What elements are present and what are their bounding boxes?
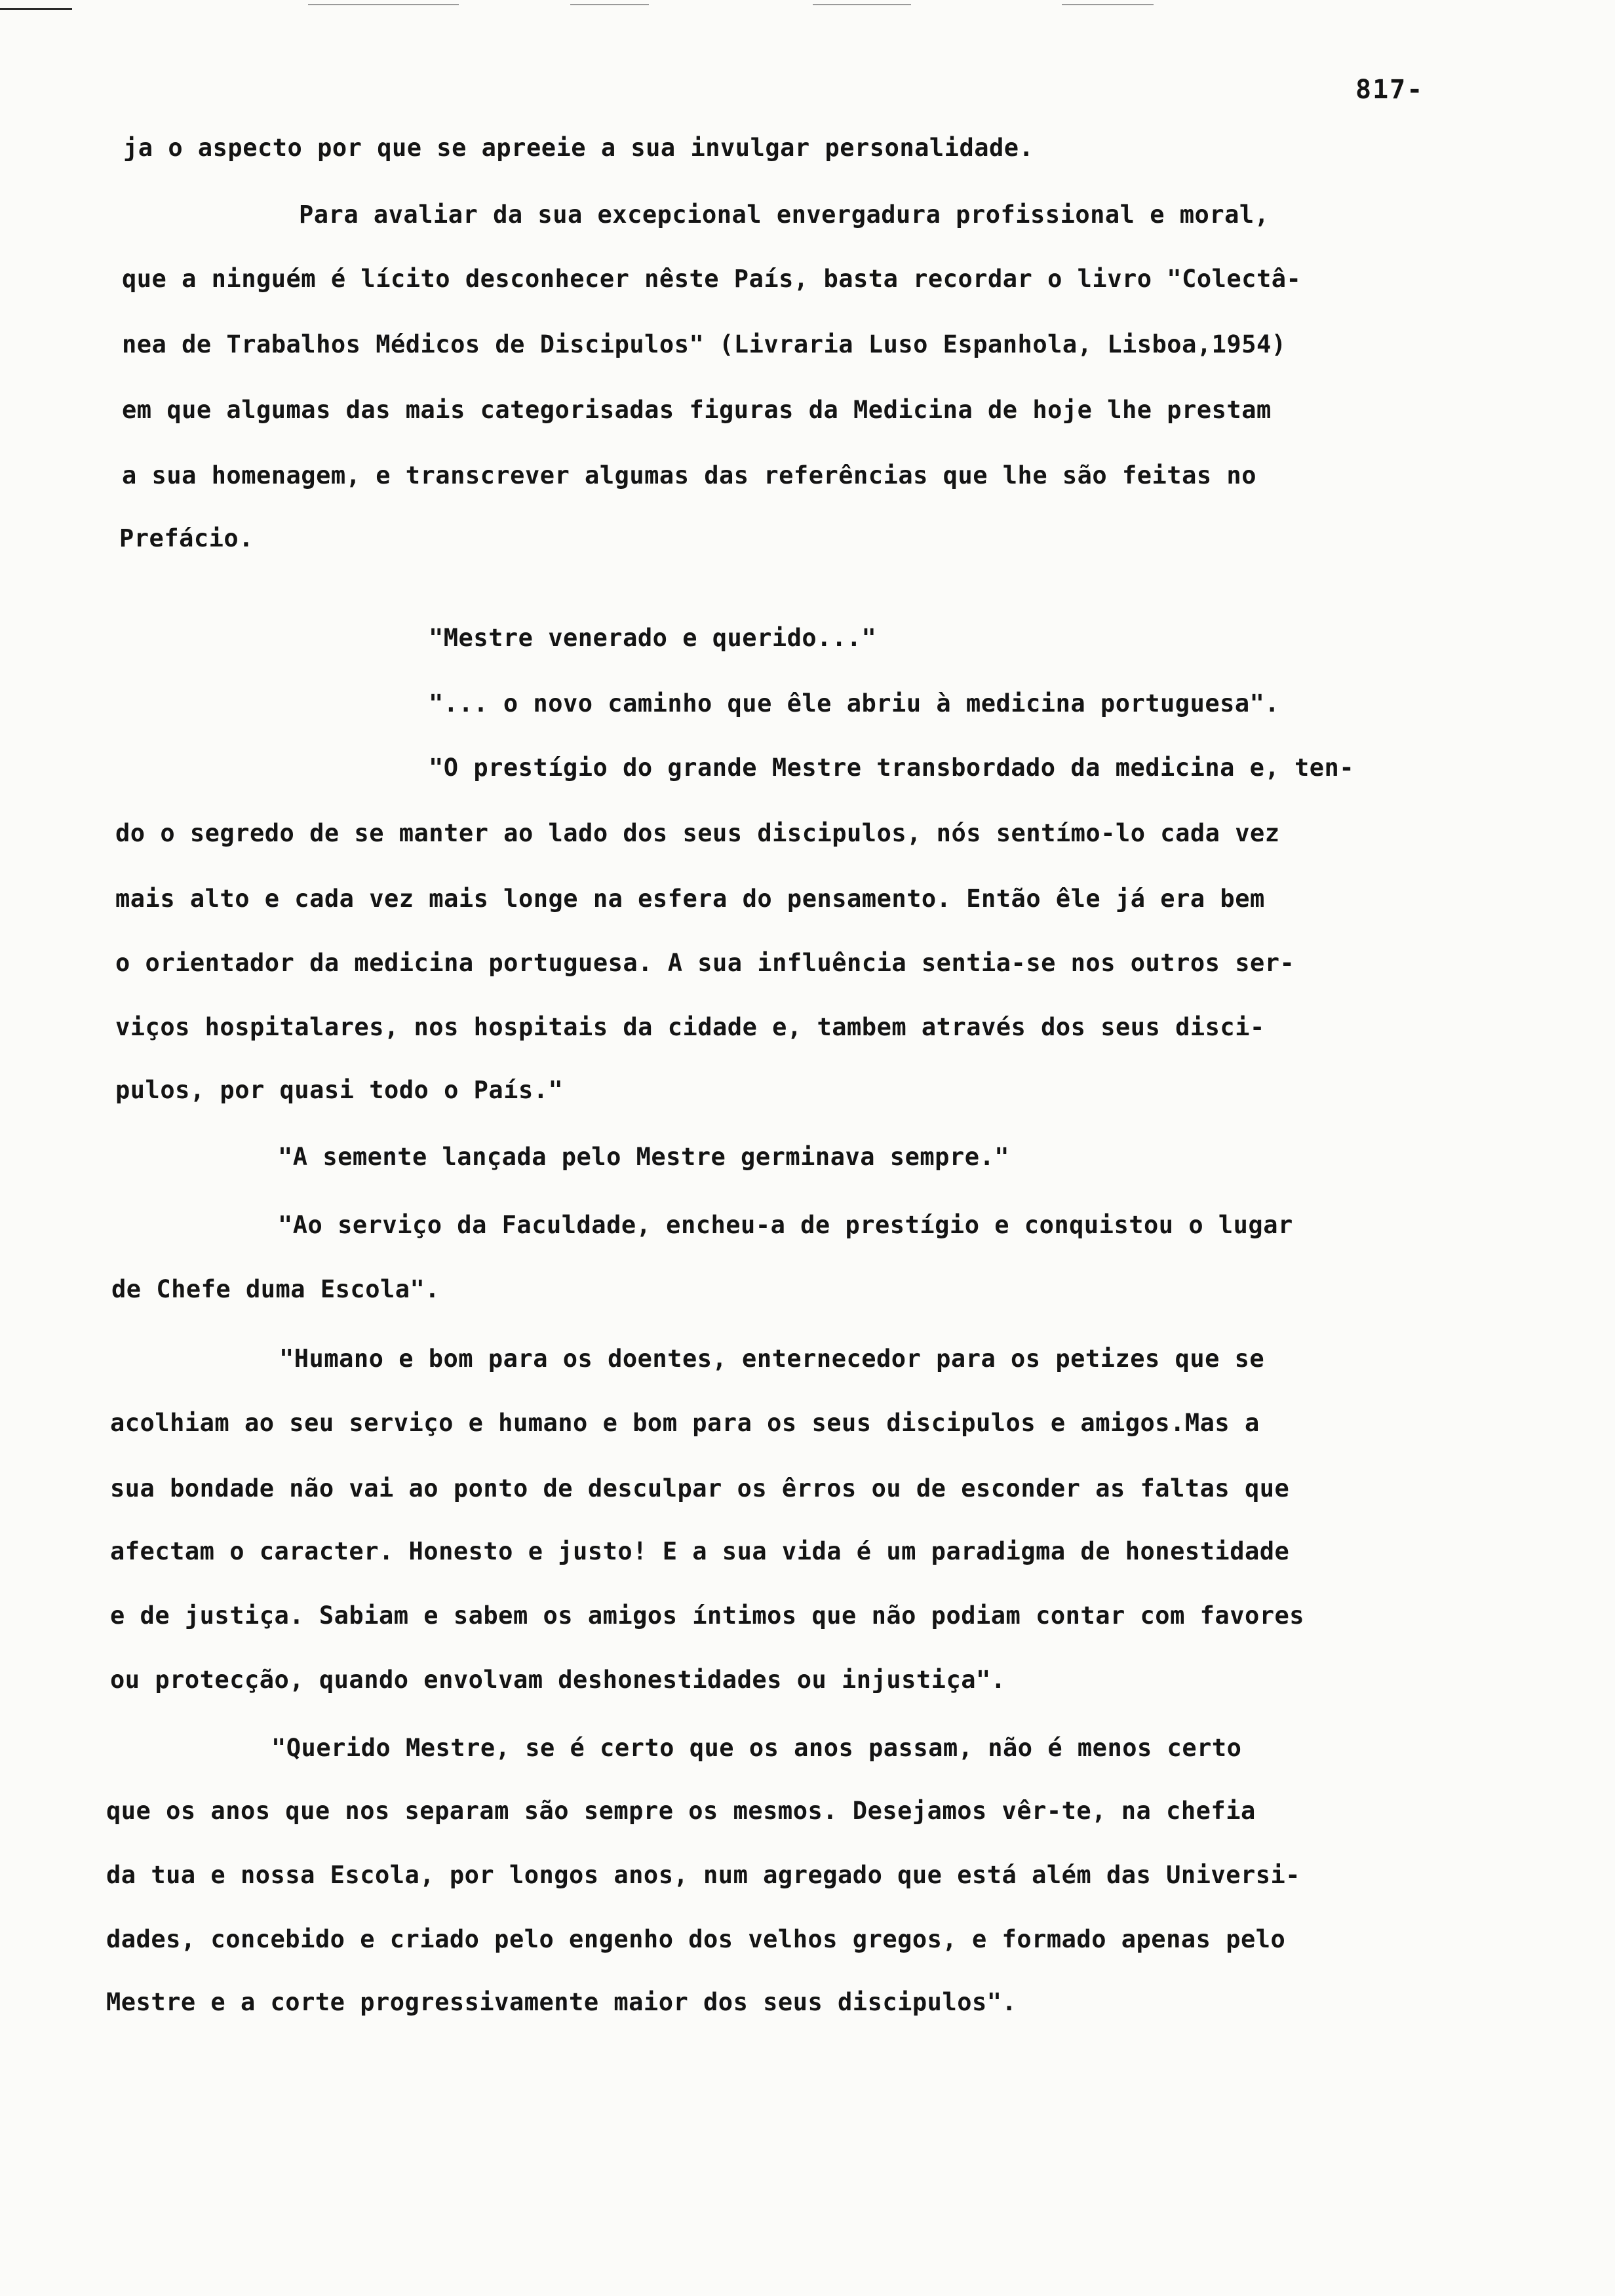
scan-edge-dash bbox=[1062, 4, 1154, 5]
quote-line: "Humano e bom para os doentes, enternecedor para os petizes que se bbox=[279, 1345, 1265, 1373]
page-number: 817- bbox=[1355, 75, 1424, 105]
quote-line: "O prestígio do grande Mestre transbordado da medicina e, ten- bbox=[429, 754, 1355, 782]
quote-line: mais alto e cada vez mais longe na esfera do pensamento. Então êle já era bem bbox=[115, 885, 1265, 913]
scan-edge-dash bbox=[570, 4, 649, 5]
quote-line: pulos, por quasi todo o País." bbox=[115, 1076, 564, 1104]
quote-line: acolhiam ao seu serviço e humano e bom para os seus discipulos e amigos.Mas a bbox=[110, 1409, 1260, 1437]
quote-line: o orientador da medicina portuguesa. A sua influência sentia-se nos outros ser- bbox=[115, 949, 1295, 977]
quote-line: "Querido Mestre, se é certo que os anos passam, não é menos certo bbox=[271, 1734, 1242, 1762]
text-line: Prefácio. bbox=[119, 524, 254, 552]
quote-line: de Chefe duma Escola". bbox=[111, 1275, 440, 1303]
text-line: nea de Trabalhos Médicos de Discipulos" (Livraria Luso Espanhola, Lisboa,1954) bbox=[122, 330, 1287, 358]
text-line: em que algumas das mais categorisadas figuras da Medicina de hoje lhe prestam bbox=[122, 396, 1272, 424]
text-line: a sua homenagem, e transcrever algumas das referências que lhe são feitas no bbox=[122, 461, 1256, 489]
quote-line: e de justiça. Sabiam e sabem os amigos íntimos que não podiam contar com favores bbox=[110, 1601, 1305, 1630]
quote-line: do o segredo de se manter ao lado dos seus discipulos, nós sentímo-lo cada vez bbox=[115, 819, 1280, 847]
text-line: que a ninguém é lícito desconhecer nêste País, basta recordar o livro "Colectâ- bbox=[122, 265, 1302, 293]
quote-line: ou protecção, quando envolvam deshonestidades ou injustiça". bbox=[110, 1666, 1006, 1694]
quote-line: sua bondade não vai ao ponto de desculpar os êrros ou de esconder as faltas que bbox=[110, 1474, 1290, 1502]
quote-line: "Mestre venerado e querido..." bbox=[429, 624, 877, 652]
scan-edge-mark bbox=[0, 8, 72, 10]
text-line: Para avaliar da sua excepcional envergadura profissional e moral, bbox=[299, 201, 1270, 229]
quote-line: "Ao serviço da Faculdade, encheu-a de prestígio e conquistou o lugar bbox=[278, 1211, 1293, 1239]
quote-line: dades, concebido e criado pelo engenho dos velhos gregos, e formado apenas pelo bbox=[106, 1925, 1286, 1953]
quote-line: que os anos que nos separam são sempre os mesmos. Desejamos vêr-te, na chefia bbox=[106, 1797, 1256, 1825]
quote-line: "A semente lançada pelo Mestre germinava sempre." bbox=[278, 1143, 1010, 1171]
scan-edge-dash bbox=[308, 4, 459, 5]
quote-line: "... o novo caminho que êle abriu à medicina portuguesa". bbox=[429, 689, 1280, 718]
quote-line: Mestre e a corte progressivamente maior dos seus discipulos". bbox=[106, 1988, 1017, 2016]
scan-edge-dash bbox=[813, 4, 911, 5]
quote-line: afectam o caracter. Honesto e justo! E a sua vida é um paradigma de honestidade bbox=[110, 1537, 1290, 1565]
quote-line: viços hospitalares, nos hospitais da cidade e, tambem através dos seus disci- bbox=[115, 1013, 1265, 1041]
text-line: ja o aspecto por que se apreeie a sua invulgar personalidade. bbox=[123, 134, 1034, 162]
quote-line: da tua e nossa Escola, por longos anos, num agregado que está além das Universi- bbox=[106, 1861, 1301, 1889]
